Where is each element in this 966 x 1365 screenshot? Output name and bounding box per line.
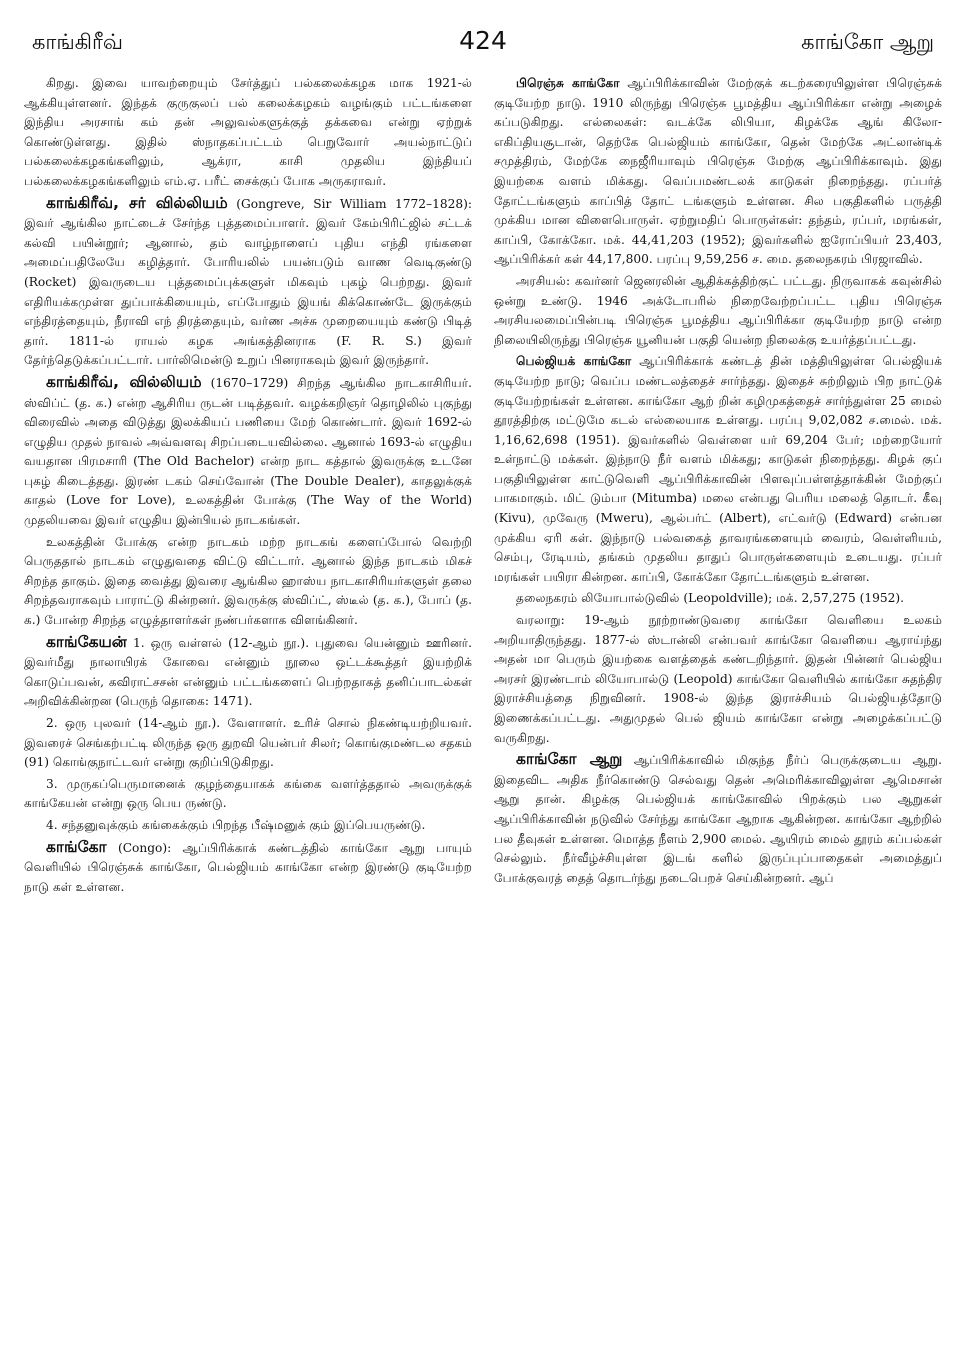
entry-text: 1. ஒரு வள்ளல் (12-ஆம் நூ.). புதுவை யென்னும் ஊரினர். இவர்மீது நாலாயிரக் கோவை என்னும் நூலை ஒட்டக்கூத்தர் இயற்றிக் கொடுப்பவன், கவிராட்சசன் என்னும் பட்டங்களைப் பெற்றதாகத் தனிப்பாடல்கள் அறிவிக்கின்றன (பெருந் தொகை: 1471). — [24, 635, 472, 709]
entry-paragraph — [24, 775, 472, 814]
entry-paragraph — [24, 194, 472, 371]
entry-text: 4. சந்தனுவுக்கும் கங்கைக்கும் பிறந்த பீஷ்மனுக் கும் இப்பெயருண்டு. — [46, 817, 426, 832]
entry-text: (1670–1729) சிறந்த ஆங்கில நாடகாசிரியர். ஸ்விப்ட் (த. க.) என்ற ஆசிரிய ருடன் படித்தவர். வழக்கறிஞர் தொழிலில் புகுந்து விரைவில் அதை விடுத்து இலக்கியப் பணியை மேற் கொண்டார். இவர் 1692-ல் எழுதிய முதல் நாவல் அவ்வளவு சிறப்படையவில்லை. ஆனால் 1693-ல் எழுதிய வயதான பிரமசாரி (The Old Bachelor) என்ற நாட கத்தால் இவருக்கு உடனே புகழ் கிடைத்தது. இரண் டகம் செய்வோன் (The Double Dealer), காதலுக்குக் காதல் (Love for Love), உலகத்தின் போக்கு (The Way of the World) முதலியவை இவர் எழுதிய இன்பியல் நாடகங்கள். — [24, 375, 472, 528]
entry-headword: காங்கிரீவ், வில்லியம் — [46, 372, 202, 391]
entry-paragraph — [494, 611, 942, 748]
entry-paragraph — [494, 74, 942, 270]
text-columns — [24, 74, 942, 897]
entry-paragraph — [24, 633, 472, 712]
entry-text: (Gongreve, Sir William 1772–1828): இவர் ஆங்கில நாட்டைச் சேர்ந்த புத்தமைப்பாளர். இவர் கேம்பிரிட்ஜில் சட்டக் கல்வி பயின்றூர்; ஆனால், தம் வாழ்நாளைப் புதிய எந்தி ரங்களை அமைப்பதிலேயே கழித்தார். போரியலில் பயன்படும் வாண வெடிகுண்டு (Rocket) இவருடைய புத்தமைப்புக்களுள் மிகவும் புகழ் பெற்றது. இவர் எதிரியக்கமுள்ள துப்பாக்கியையும், எப்போதும் இயங் கிக்கொண்டே இருக்கும் எந்திரத்தையும், நீராவி எந் திரத்தையும், வர்ண அச்சு முறையையும் கண்டு பிடித் தார். 1811-ல் ராயல் கழக அங்கத்தினராக (F. R. S.) இவர் தேர்ந்தெடுக்கப்பட்டார். பார்லிமென்டு உறுப் பினராகவும் இவர் இருந்தார். — [24, 196, 472, 368]
entry-text: 2. ஒரு புலவர் (14-ஆம் நூ.). வேளாளர். உரிச் சொல் நிகண்டியற்றியவர். இவரைச் செங்கற்பட்டி லிருந்த ஒரு துறவி யென்பர் சிலர்; கொங்குமண்டல சதகம் (91) கொங்குநாட்டவர் என்று குறிப்பிடுகிறது. — [24, 716, 472, 770]
entry-headword: காங்கேயன் — [46, 632, 127, 651]
entry-text: ஆப்பிரிக்காவில் மிகுந்த நீர்ப் பெருக்குடைய ஆறு. இதைவிட அதிக நீர்கொண்டு செல்வது தென் அமெரிக்காவிலுள்ள ஆமெசான் ஆறு தான். கிழக்கு பெல்ஜியக் காங்கோவில் பிறக்கும் பல ஆறுகள் ஆப்பிரிக்காவின் நடுவில் சேர்ந்து காங்கோ ஆறாக ஆகின்றன. காங்கோ ஆற்றில் பல தீவுகள் உள்ளன. மொத்த நீளம் 2,900 மைல். ஆயிரம் மைல் தூரம் கப்பல்கள் செல்லும். நீர்வீழ்ச்சியுள்ள இடங் களில் இருப்புப்பாதைகள் அமைத்துப் போக்குவரத் தைத் தொடர்ந்து நடைபெறச் செய்கின்றனர். ஆப் — [494, 753, 942, 885]
entry-text: வரலாறு: 19-ஆம் நூற்றாண்டுவரை காங்கோ வெளியை உலகம் அறியாதிருந்தது. 1877-ல் ஸ்டான்லி என்பவர் காங்கோ வெளியை ஆராய்ந்து அதன் மா பெரும் இயற்கை வளத்தைக் கண்டறிந்தார். இதன் பின்னர் பெல்ஜிய அரசர் இரண்டாம் லியோபால்டு (Leopold) காங்கோ வெளியில் காங்கோ சுதந்திர இராச்சியத்தை நிறுவினர். 1908-ல் இந்த இராச்சியம் பெல்ஜியத்தோடு இணைக்கப்பட்டது. அதுமுதல் பெல் ஜியம் காங்கோ என்று அழைக்கப்பட்டு வருகிறது. — [494, 613, 942, 745]
entry-subhead: பிரெஞ்சு காங்கோ — [516, 76, 620, 90]
entry-text: கிறது. இவை யாவற்றையும் சேர்த்துப் பல்கலைக்கழக மாக 1921-ல் ஆக்கியுள்ளனர். இந்தக் குருகுலப் பல் கலைக்கழகம் வழங்கும் பட்டங்களை இந்திய அரசாங் கம் தன் அலுவல்களுக்குத் தக்கவை என்று ஏற்றுக் கொண்டுள்ளது. இதில் ஸ்நாதகப்பட்டம் பெறுவோர் அயல்நாட்டுப் பல்கலைக்கழகங்களிலும், ஆக்ரா, காசி முதலிய இந்தியப் பல்கலைக்கழகங்களிலும் எம்.ஏ. பரீட் சைக்குப் போக அருகராவர். — [24, 76, 472, 188]
entry-text: 3. முருகப்பெருமானைக் குழந்தையாகக் கங்கை வளர்த்ததால் அவருக்குக் காங்கேயன் என்று ஒரு பெய ருண்டு. — [24, 776, 472, 811]
entry-paragraph — [24, 533, 472, 631]
entry-text: (Congo): ஆப்பிரிக்காக் கண்டத்தில் காங்கோ ஆறு பாயும் வெளியில் பிரெஞ்சுக் காங்கோ, பெல்ஜியம் காங்கோ என்ற இரண்டு குடியேற்ற நாடு கள் உள்ளன. — [24, 840, 472, 894]
entry-text: ஆப்பிரிக்காவின் மேற்குக் கடற்கரையிலுள்ள பிரெஞ்சுக் குடியேற்ற நாடு. 1910 லிருந்து பிரெஞ்சு பூமத்திய ஆப்பிரிக்கா என்று அழைக் கப்படுகிறது. எல்லைகள்: வடக்கே லிபியா, கிழக்கே ஆங் கிலோ-எகிப்தியசூடான், தெற்கே பெல்ஜியம் காங்கோ, தென் மேற்கே அட்லான்டிக் சமுத்திரம், மேற்கே நைஜீரியாவும் பிரெஞ்சு மேற்கு ஆப்பிரிக்காவும். இது இயற்கை வளம் மிக்கது. வெப்பமண்டலக் காடுகள் நிறைந்தது. ரப்பர்த் தோட்டங்களும் காப்பித் தோட் டங்களும் உள்ளன. சில பகுதிகளில் பருத்தி முக்கிய மான விளைபொருள். ஏற்றுமதிப் பொருள்கள்: தந்தம், ரப்பர், மரங்கள், காப்பி, கோக்கோ. மக். 44,41,203 (1952); இவர்களில் ஐரோப்பியர் 23,403, ஆப்பிரிக்கர் கள் 44,17,800. பரப்பு 9,59,256 ச. மை. தலைநகரம் பிரஜாவில். — [494, 76, 942, 267]
left-column — [24, 74, 472, 897]
entry-paragraph — [494, 750, 942, 888]
entry-paragraph — [24, 816, 472, 836]
entry-headword: காங்கோ — [46, 837, 107, 856]
right-column — [494, 74, 942, 897]
entry-paragraph — [494, 272, 942, 350]
entry-text: உலகத்தின் போக்கு என்ற நாடகம் மற்ற நாடகங் களைப்போல் வெற்றி பெருததால் நாடகம் எழுதுவதை விட்டு விட்டார். ஆனால் இந்த நாடகம் மிகச் சிறந்த தாகும். இதை வைத்து இவரை ஆங்கில ஹாஸ்ய நாடகாசிரியர்களுள் தலை சிறந்தவராகவும் பாராட்டு கின்றனர். இவருக்கு ஸ்விப்ட், ஸ்டீல் (த. க.), போப் (த. க.) போன்ற சிறந்த எழுத்தாளர்கள் நண்பர்களாக விளங்கினர். — [24, 534, 472, 628]
running-head-right: காங்கோ ஆறு — [801, 30, 934, 54]
entry-paragraph — [494, 589, 942, 609]
entry-paragraph — [24, 838, 472, 898]
running-head-left: காங்கிரீவ் — [32, 30, 123, 54]
page-number: 424 — [459, 26, 507, 55]
running-head — [24, 26, 942, 70]
entry-headword: காங்கோ ஆறு — [516, 750, 623, 769]
entry-subhead: பெல்ஜியக் காங்கோ — [516, 354, 632, 369]
entry-paragraph — [24, 373, 472, 531]
entry-text: தலைநகரம் லியோபால்டுவில் (Leopoldville); மக். 2,57,275 (1952). — [516, 591, 905, 606]
entry-paragraph — [24, 74, 472, 192]
entry-text: அரசியல்: கவர்னர் ஜெனரலின் ஆதிக்கத்திற்குட் பட்டது. நிருவாகக் கவுன்சில் ஒன்று உண்டு. 1946 அக்டோபரில் நிறைவேற்றப்பட்ட புதிய பிரெஞ்சு அரசியலமைப்பின்படி பிரெஞ்சு பூமத்திய ஆப்பிரிக்கா குடியேற்ற நாடு என்ற நிலையிலிருந்து பிரெஞ்சு யூனியன் பகுதி யென்ற நிலைக்கு உயர்த்தப்பட்டது. — [494, 273, 942, 347]
entry-headword: காங்கிரீவ், சர் வில்லியம் — [46, 193, 228, 212]
entry-text: ஆப்பிரிக்காக் கண்டத் தின் மத்தியிலுள்ள பெல்ஜியக் குடியேற்ற நாடு; வெப்ப மண்டலத்தைச் சார்ந்தது. இதைச் சுற்றிலும் பிற நாட்டுக் குடியேற்றங்கள் உள்ளன. காங்கோ ஆற் றின் கழிமுகத்தைச் சார்ந்துள்ள 25 மைல் தூரத்திற்கு மட்டுமே கடல் எல்லையாக உள்ளது. பரப்பு 9,02,082 ச.மைல். மக். 1,16,62,698 (1951). இவர்களில் வெள்ளை யர் 69,204 பேர்; மற்றையோர் உள்நாட்டு மக்கள். இந்நாடு நீர் வளம் மிக்கது; காடுகள் நிறைந்தது. கிழக் குப் பகுதியிலுள்ள காட்டுவெளி ஆப்பிரிக்காவின் பிளவுப்பள்ளத்தாக்கின் மேற்குப் பாகமாகும். மிட் டும்பா (Mitumba) மலை என்பது பெரிய மலைத் தொடர். கீவு (Kivu), முவேரு (Mweru), ஆல்பர்ட் (Albert), எட்வர்டு (Edward) என்பன முக்கிய ஏரி கள். இந்நாடு பல்வகைத் தாவரங்களையும் வைரம், வெள்ளியம், செம்பு, ரேடியம், தங்கம் முதலிய தாதுப் பொருள்களையும் உடையது. ரப்பர் மரங்கள் பயிரா கின்றன. காப்பி, கோக்கோ தோட்டங்களும் உள்ளன. — [494, 354, 942, 584]
entry-paragraph — [494, 352, 942, 587]
entry-paragraph — [24, 714, 472, 773]
